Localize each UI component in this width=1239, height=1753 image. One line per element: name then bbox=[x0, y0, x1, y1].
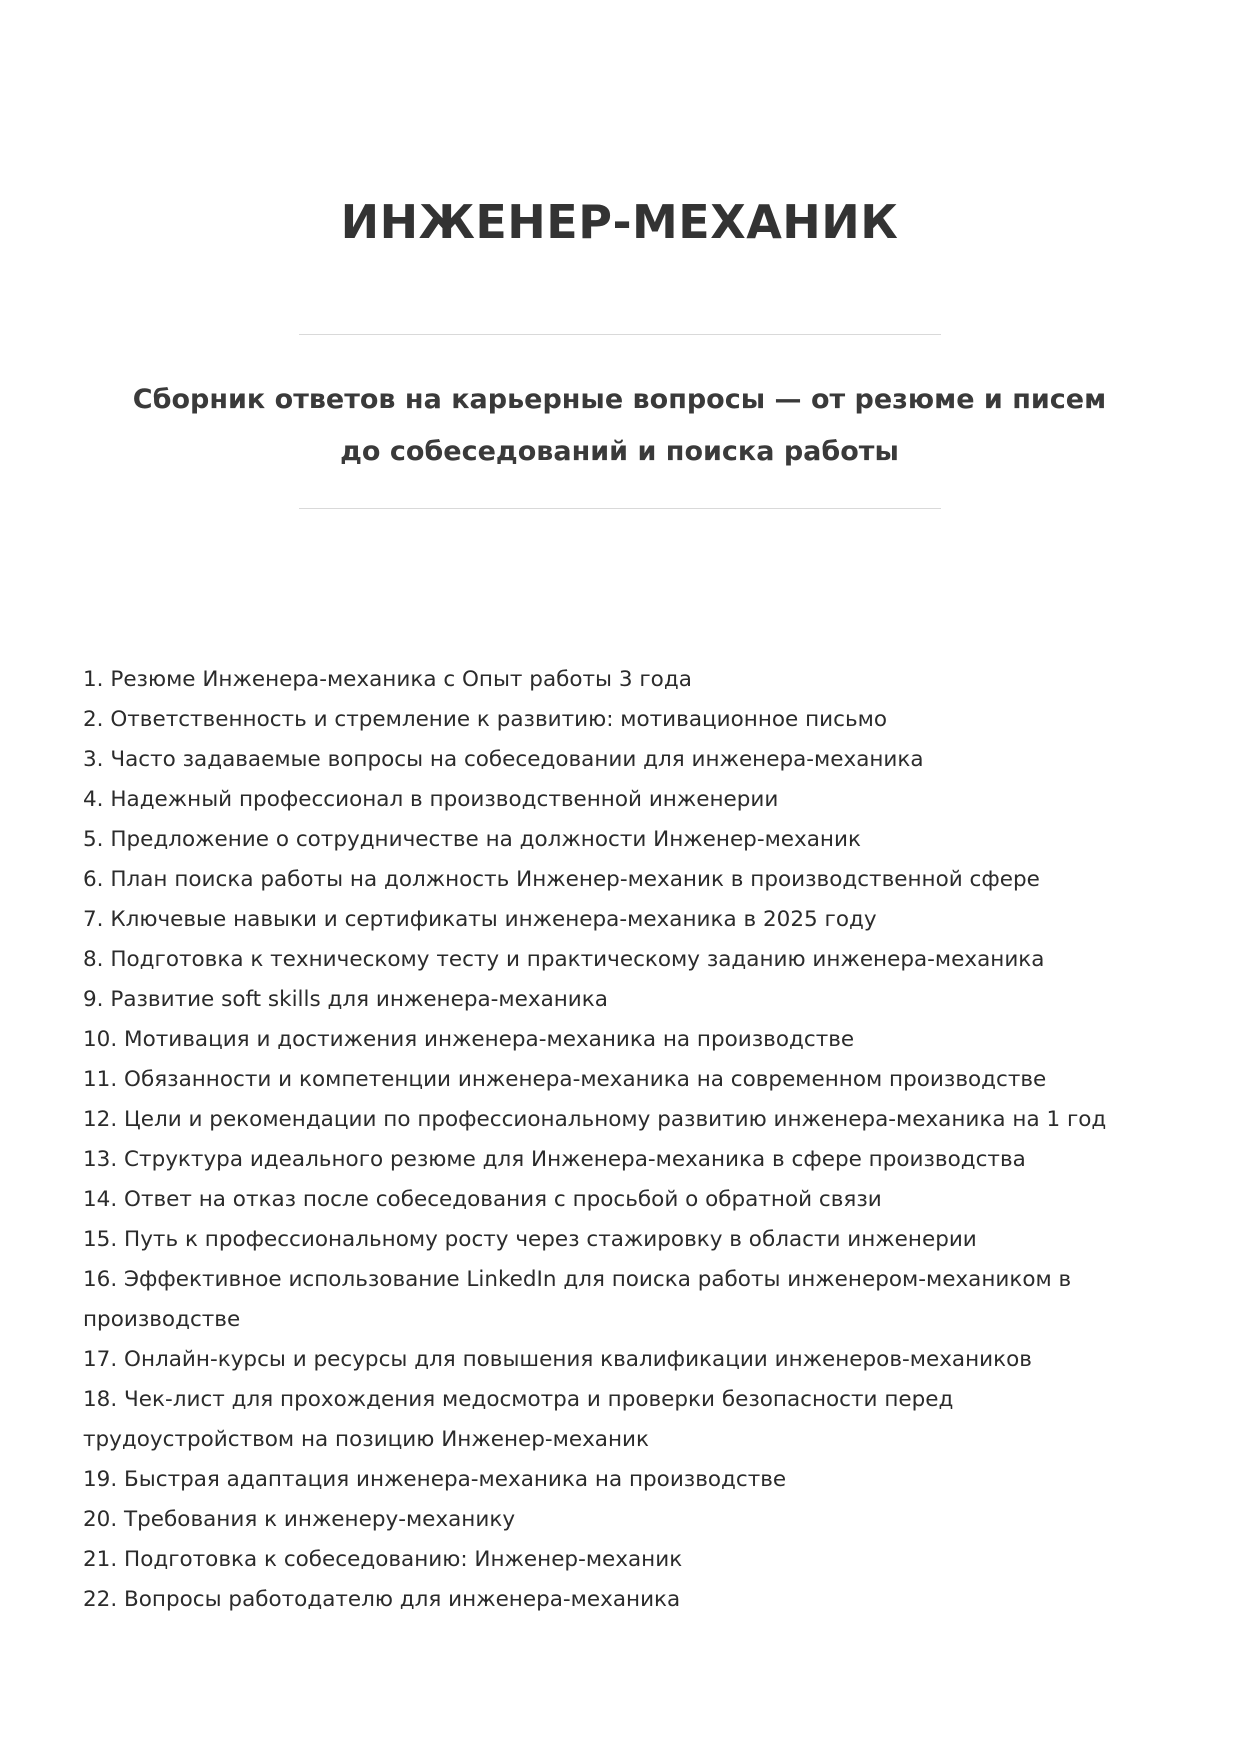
toc-item: 19. Быстрая адаптация инженера-механика на производстве bbox=[83, 1467, 787, 1492]
divider-bottom bbox=[299, 508, 941, 509]
toc-item: 20. Требования к инженеру-механику bbox=[83, 1507, 516, 1532]
page-subtitle: Сборник ответов на карьерные вопросы — от резюме и писем до собеседований и поиска работы bbox=[132, 384, 1107, 467]
toc-item: 16. Эффективное использование LinkedIn для поиска работы инженером-механиком в производстве bbox=[83, 1267, 1072, 1332]
toc-item: 22. Вопросы работодателю для инженера-механика bbox=[83, 1587, 681, 1612]
toc-item: 21. Подготовка к собеседованию: Инженер-механик bbox=[83, 1547, 683, 1572]
toc-item: 5. Предложение о сотрудничестве на должности Инженер-механик bbox=[83, 827, 861, 852]
toc-item: 12. Цели и рекомендации по профессиональному развитию инженера-механика на 1 год bbox=[83, 1107, 1107, 1132]
toc-item: 15. Путь к профессиональному росту через стажировку в области инженерии bbox=[83, 1227, 977, 1252]
toc-item: 4. Надежный профессионал в производственной инженерии bbox=[83, 787, 779, 812]
toc-item: 7. Ключевые навыки и сертификаты инженера-механика в 2025 году bbox=[83, 907, 877, 932]
toc-item: 1. Резюме Инженера-механика с Опыт работы 3 года bbox=[83, 667, 692, 692]
toc-item: 9. Развитие soft skills для инженера-механика bbox=[83, 987, 608, 1012]
toc-item: 17. Онлайн-курсы и ресурсы для повышения квалификации инженеров-механиков bbox=[83, 1347, 1032, 1372]
toc-item: 14. Ответ на отказ после собеседования с просьбой о обратной связи bbox=[83, 1187, 882, 1212]
toc-item: 8. Подготовка к техническому тесту и практическому заданию инженера-механика bbox=[83, 947, 1045, 972]
toc-item: 10. Мотивация и достижения инженера-механика на производстве bbox=[83, 1027, 855, 1052]
toc-item: 13. Структура идеального резюме для Инженера-механика в сфере производства bbox=[83, 1147, 1026, 1172]
toc-item: 2. Ответственность и стремление к развитию: мотивационное письмо bbox=[83, 707, 887, 732]
toc-item: 18. Чек-лист для прохождения медосмотра и проверки безопасности перед трудоустройством на позицию Инженер-механик bbox=[83, 1387, 954, 1452]
table-of-contents bbox=[83, 660, 1163, 1620]
toc-item: 6. План поиска работы на должность Инженер-механик в производственной сфере bbox=[83, 867, 1040, 892]
divider-top bbox=[299, 334, 941, 335]
toc-item: 11. Обязанности и компетенции инженера-механика на современном производстве bbox=[83, 1067, 1047, 1092]
toc-item: 3. Часто задаваемые вопросы на собеседовании для инженера-механика bbox=[83, 747, 924, 772]
page-title: ИНЖЕНЕР-МЕХАНИК bbox=[340, 195, 899, 249]
